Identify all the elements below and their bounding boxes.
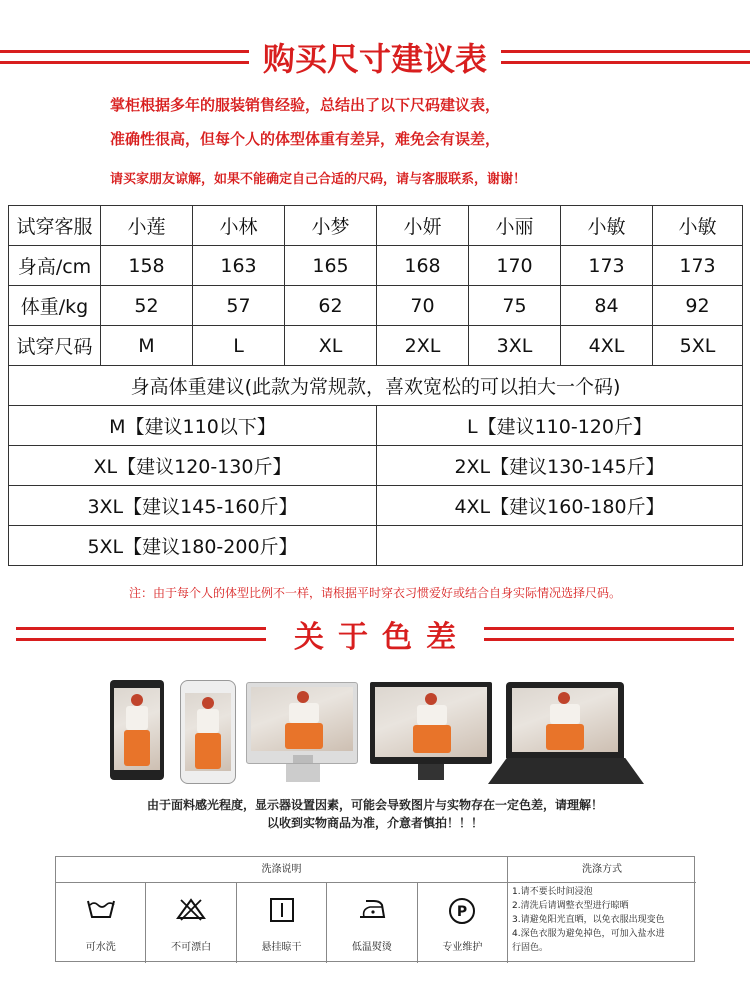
table-cell: 小丽 — [469, 206, 561, 246]
care-rule: 4.深色衣服为避免掉色，可加入盐水进 — [512, 929, 665, 939]
table-cell: 2XL — [377, 326, 469, 366]
device-illustration — [0, 676, 750, 796]
table-cell: 168 — [377, 246, 469, 286]
table-cell: 84 — [561, 286, 653, 326]
title-rule-left — [16, 627, 266, 641]
table-row — [9, 326, 743, 366]
title-rule-right — [484, 627, 734, 641]
table-cell: 体重/kg — [9, 286, 101, 326]
care-label: 专业维护 — [442, 942, 483, 953]
table-row — [9, 486, 743, 526]
recommend-cell: 4XL【建议160-180斤】 — [377, 486, 743, 526]
table-cell: L — [193, 326, 285, 366]
no-bleach-icon — [176, 897, 206, 921]
table-cell: 小莲 — [101, 206, 193, 246]
care-icons — [56, 883, 508, 963]
care-header-left: 洗涤说明 — [56, 857, 508, 883]
care-label: 不可漂白 — [171, 942, 212, 953]
care-rule: 2.清洗后请调整衣型进行晾晒 — [512, 901, 629, 911]
table-row — [9, 446, 743, 486]
table-cell: 试穿客服 — [9, 206, 101, 246]
care-cell — [327, 883, 417, 963]
care-label: 悬挂晾干 — [261, 942, 302, 953]
recommend-cell — [377, 526, 743, 566]
table-cell: 158 — [101, 246, 193, 286]
table-cell: XL — [285, 326, 377, 366]
recommend-cell: 5XL【建议180-200斤】 — [9, 526, 377, 566]
intro-line: 请买家朋友谅解，如果不能确定自己合适的尺码，请与客服联系，谢谢！ — [110, 172, 527, 187]
table-cell: 小梦 — [285, 206, 377, 246]
color-caption: 以收到实物商品为准，介意者慎拍！！！ — [266, 816, 483, 830]
monitor-image — [370, 682, 492, 764]
phone-image — [110, 680, 164, 780]
table-row — [9, 286, 743, 326]
svg-text:P: P — [457, 904, 468, 920]
recommend-cell: XL【建议120-130斤】 — [9, 446, 377, 486]
care-rule: 1.请不要长时间浸泡 — [512, 887, 593, 897]
table-cell: 小敏 — [653, 206, 743, 246]
recommend-cell: L【建议110-120斤】 — [377, 406, 743, 446]
color-title: 关于色差 — [294, 620, 470, 655]
table-cell: 165 — [285, 246, 377, 286]
table-cell: 5XL — [653, 326, 743, 366]
low-iron-icon — [356, 897, 388, 921]
recommend-cell: M【建议110以下】 — [9, 406, 377, 446]
table-cell: 57 — [193, 286, 285, 326]
laptop-keyboard — [488, 758, 644, 784]
hand-wash-icon — [86, 897, 116, 921]
care-rule: 行固色。 — [512, 943, 549, 953]
table-row — [9, 526, 743, 566]
monitor-stand — [418, 764, 444, 780]
care-header-right: 洗涤方式 — [508, 857, 696, 883]
table-cell: 173 — [653, 246, 743, 286]
care-cell — [56, 883, 146, 963]
recommend-cell: 3XL【建议145-160斤】 — [9, 486, 377, 526]
table-row — [9, 246, 743, 286]
table-cell: M — [101, 326, 193, 366]
table-cell: 身高/cm — [9, 246, 101, 286]
table-cell: 70 — [377, 286, 469, 326]
title-rule-left — [0, 50, 249, 64]
table-cell: 52 — [101, 286, 193, 326]
table-cell: 62 — [285, 286, 377, 326]
table-row — [9, 206, 743, 246]
monitor-image — [246, 682, 358, 764]
care-rule: 3.请避免阳光直晒，以免衣服出现变色 — [512, 915, 665, 925]
care-label: 低温熨烫 — [351, 942, 392, 953]
size-note: 注：由于每个人的体型比例不一样，请根据平时穿衣习惯爱好或结合自身实际情况选择尺码。 — [128, 586, 621, 600]
professional-care-icon — [448, 897, 476, 925]
care-cell — [237, 883, 327, 963]
color-caption: 由于面料感光程度，显示器设置因素，可能会导致图片与实物存在一定色差，请理解！ — [146, 798, 603, 812]
table-cell: 小妍 — [377, 206, 469, 246]
monitor-stand — [286, 764, 320, 782]
table-cell: 75 — [469, 286, 561, 326]
care-label: 可水洗 — [85, 942, 116, 953]
advice-cell: 身高体重建议(此款为常规款，喜欢宽松的可以拍大一个码) — [9, 366, 743, 406]
table-cell: 小敏 — [561, 206, 653, 246]
recommend-cell: 2XL【建议130-145斤】 — [377, 446, 743, 486]
laptop-image — [506, 682, 624, 758]
phone-image — [180, 680, 236, 784]
table-cell: 3XL — [469, 326, 561, 366]
care-rules — [512, 885, 694, 955]
size-table — [8, 205, 743, 566]
table-cell: 92 — [653, 286, 743, 326]
color-title-row — [0, 612, 750, 656]
table-cell: 小林 — [193, 206, 285, 246]
intro-line: 准确性很高，但每个人的体型体重有差异，难免会有误差， — [110, 130, 501, 148]
care-cell — [146, 883, 236, 963]
size-title: 购买尺寸建议表 — [263, 40, 488, 78]
title-rule-right — [501, 50, 750, 64]
intro-line: 掌柜根据多年的服装销售经验，总结出了以下尺码建议表， — [110, 96, 501, 114]
table-cell: 170 — [469, 246, 561, 286]
table-cell: 163 — [193, 246, 285, 286]
table-row — [9, 406, 743, 446]
care-cell — [418, 883, 507, 963]
table-row — [9, 366, 743, 406]
table-cell: 4XL — [561, 326, 653, 366]
table-cell: 173 — [561, 246, 653, 286]
care-table — [55, 856, 695, 962]
hang-dry-icon — [269, 897, 295, 923]
table-cell: 试穿尺码 — [9, 326, 101, 366]
size-title-row — [0, 34, 750, 80]
